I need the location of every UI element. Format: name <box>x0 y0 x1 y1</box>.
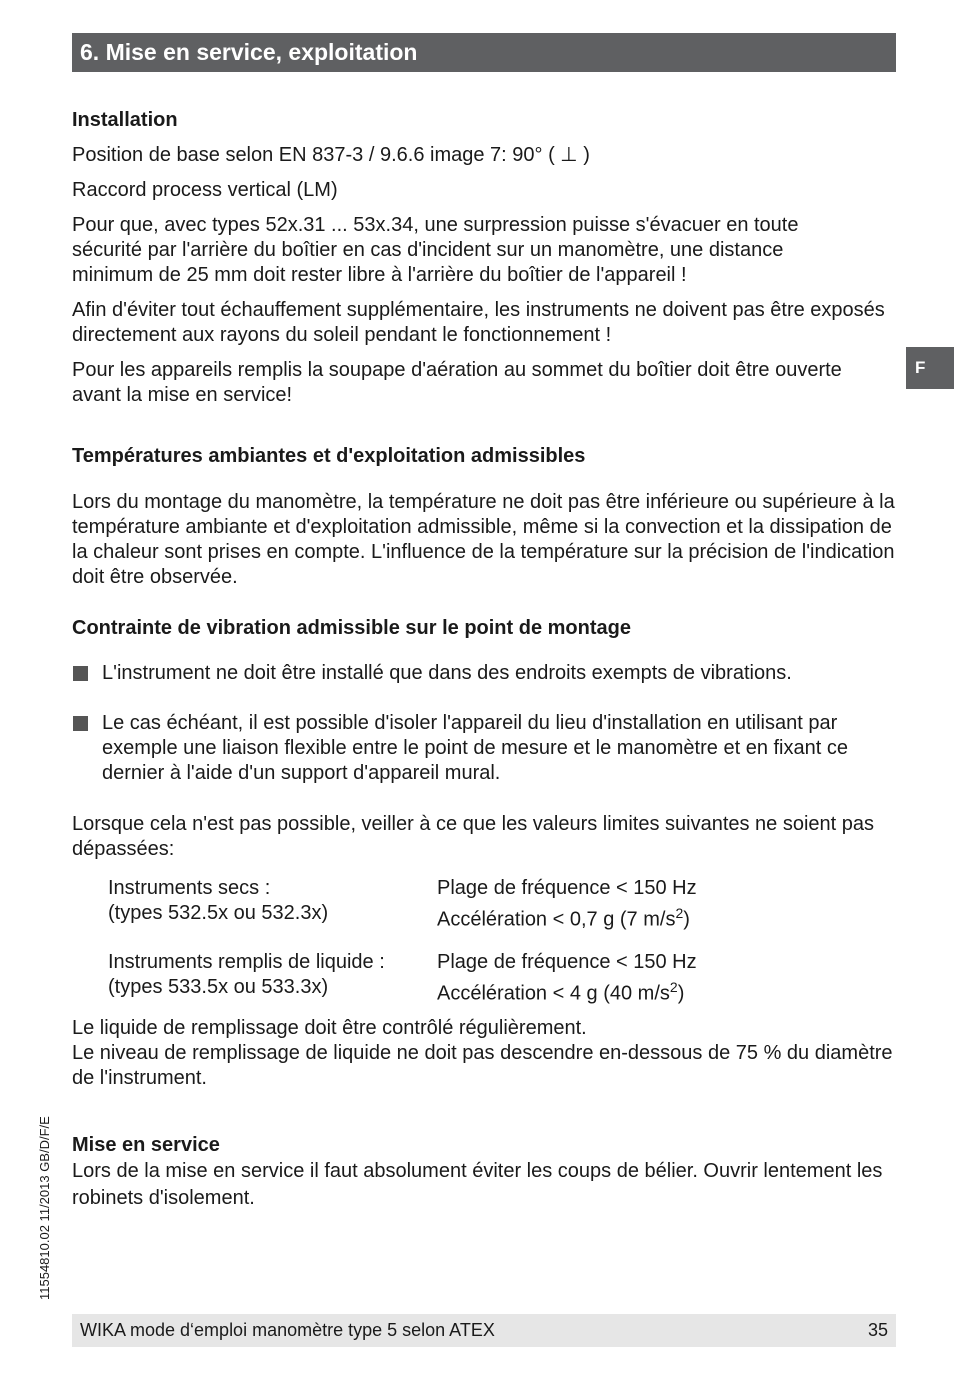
list-item-text: Le cas échéant, il est possible d'isoler l'appareil du lieu d'installation en utilisant par exemple une liaison flexible entre le point de mesure et le manomètre et en fixant ce dernier à l'aide d'un support d'appareil mural. <box>102 712 848 784</box>
page-content <box>72 108 898 1212</box>
limit-frequency: Plage de fréquence < 150 Hz <box>437 950 697 973</box>
acceleration-value: Accélération < 4 g (40 m/s <box>437 982 670 1005</box>
square-bullet-icon <box>73 716 88 731</box>
acceleration-suffix: ) <box>683 908 690 931</box>
installation-paragraph: Pour que, avec types 52x.31 ... 53x.34, une surpression puisse s'évacuer en toute sécurité par l'arrière du boîtier en cas d'incident sur un manomètre, une distance minimum de 25 mm doit rester libre à l'arrière du boîtier de l'appareil ! <box>72 214 799 286</box>
language-tab <box>906 347 954 389</box>
table-row <box>108 975 697 1007</box>
vibration-section <box>72 616 898 1091</box>
vibration-bullet-list <box>72 661 898 786</box>
commissioning-paragraph: Lors de la mise en service il faut absolument éviter les coups de bélier. Ouvrir lentement les robinets d'isolement. <box>72 1160 883 1210</box>
document-code: 11554810.02 11/2013 GB/D/F/E <box>37 1116 52 1300</box>
limit-instrument-models: (types 532.5x ou 532.3x) <box>108 902 329 924</box>
installation-paragraph: Pour les appareils remplis la soupape d'aération au sommet du boîtier doit être ouverte avant la mise en service! <box>72 359 842 406</box>
page-footer <box>72 1314 896 1347</box>
footer-text: WIKA mode d‘emploi manomètre type 5 selon ATEX <box>80 1320 495 1340</box>
limit-acceleration <box>437 975 697 1007</box>
section-header <box>72 33 896 72</box>
exponent: 2 <box>669 978 678 995</box>
list-item <box>72 711 898 786</box>
limit-acceleration <box>437 901 697 933</box>
temperatures-heading: Températures ambiantes et d'exploitation admissibles <box>72 445 586 467</box>
vibration-heading: Contrainte de vibration admissible sur le point de montage <box>72 617 631 639</box>
limit-instrument-type: Instruments secs : <box>108 877 271 899</box>
exponent: 2 <box>675 905 684 921</box>
language-tab-label: F <box>915 358 926 377</box>
page-number: 35 <box>867 1320 888 1340</box>
limit-instrument-type: Instruments remplis de liquide : <box>108 950 385 973</box>
table-row <box>108 876 697 901</box>
vibration-limits-table <box>108 876 697 1006</box>
installation-heading: Installation <box>72 109 178 131</box>
table-spacer <box>108 933 697 950</box>
limit-instrument-models: (types 533.5x ou 533.3x) <box>108 975 329 998</box>
installation-paragraph: Position de base selon EN 837-3 / 9.6.6 image 7: 90° ( ⊥ ) <box>72 144 590 166</box>
temperatures-section <box>72 444 898 590</box>
table-row <box>108 950 697 975</box>
table-row <box>108 901 697 933</box>
limit-frequency: Plage de fréquence < 150 Hz <box>437 877 697 899</box>
temperatures-paragraph: Lors du montage du manomètre, la température ne doit pas être inférieure ou supérieure à la température ambiante et d'exploitation admissible, même si la convection et la dissipation de la chaleur sont prises en compte. L'influence de la température sur la précision de l'indication doit être observée. <box>72 491 895 588</box>
list-item-text: L'instrument ne doit être installé que dans des endroits exempts de vibrations. <box>102 662 792 684</box>
list-item <box>72 661 898 686</box>
acceleration-suffix: ) <box>677 982 685 1005</box>
installation-paragraph: Afin d'éviter tout échauffement supplémentaire, les instruments ne doivent pas être exposés directement aux rayons du soleil pendant le fonctionnement ! <box>72 299 885 346</box>
vibration-note: Le liquide de remplissage doit être contrôlé régulièrement. <box>72 1017 587 1040</box>
commissioning-heading: Mise en service <box>72 1134 220 1157</box>
acceleration-value: Accélération < 0,7 g (7 m/s <box>437 908 676 931</box>
commissioning-section <box>72 1133 898 1212</box>
installation-paragraph: Raccord process vertical (LM) <box>72 179 338 201</box>
vibration-intro: Lorsque cela n'est pas possible, veiller à ce que les valeurs limites suivantes ne soient pas dépassées: <box>72 813 875 860</box>
installation-section <box>72 108 898 408</box>
vibration-note: Le niveau de remplissage de liquide ne doit pas descendre en-dessous de 75 % du diamètre de l'instrument. <box>72 1042 893 1090</box>
square-bullet-icon <box>73 666 88 681</box>
section-title: 6. Mise en service, exploitation <box>80 39 418 65</box>
